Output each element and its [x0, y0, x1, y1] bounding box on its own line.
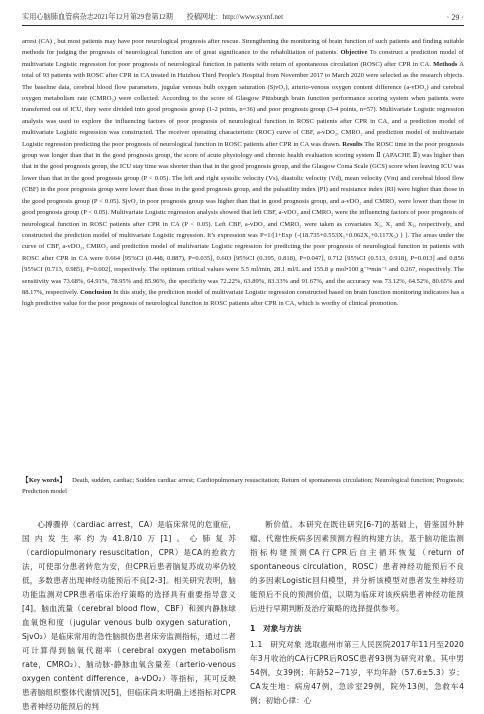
- keywords-text: Death, sudden, cardiac; Sudden cardiac arrest; Cardiopulmonary resuscitation; Return of spontaneous circulation; Neurological function; Prognosis; Prediction model: [22, 477, 465, 496]
- journal-header: [22, 12, 283, 22]
- intro-continuation: 断价值。本研究在既往研究[6-7]的基础上，借鉴国外肿瘤、代谢性疾病多因素预测方程的构建方法，基于脑功能监测指标构建预测CA行CPR后自主循环恢复（return of spontaneous circulation，ROSC）患者神经功能预后不良的多因素Logistic回归模型，并分析该模型对患者发生神经功能预后不良的预测价值，以期为临床对该疾病患者神经功能预后进行早期判断及治疗策略的选择提供参考。: [250, 520, 464, 613]
- conclusion-label: Conclusion: [80, 288, 112, 296]
- subsection-label: 1.1 研究对象: [250, 640, 302, 649]
- abstract-background: arrest (CA) , but most patients may have poor neurological prognosis after rescue. Strengthening the monitoring of brain function of such patients and finding suitable methods for judging the prognosis of neurological function are of great significance to the rehabilitation of patients.: [22, 38, 464, 57]
- journal-name: 实用心脑肺血管病杂志2021年12月第29卷第12期: [22, 13, 173, 21]
- section-title: 1 对象与方法: [250, 624, 302, 633]
- body-right-column: [250, 518, 464, 714]
- intro-paragraph: 心搏骤停（cardiac arrest，CA）是临床常见的危重症，国内发生率约为41.8/10万[1]。心肺复苏（cardiopulmonary resuscitation，CPR）是CA的抢救方法，可使部分患者转危为安，但CPR后患者脑复苏成功率仍较低，多数患者出现神经功能预后不良[2-3]。相关研究表明，脑功能监测对CPR患者临床治疗策略的选择具有重要指导意义[4]。脑血流量（cerebral blood flow，CBF）和颈内静脉球血氧饱和度（jugular venous bulb oxygen saturation，SjvO₂）是临床常用的急性脑损伤患者床旁监测指标，通过二者可计算得到脑氧代谢率（cerebral oxygen metabolism rate，CMRO₂）、脑动脉-静脉血氧含量差（arterio-venous oxygen content difference，a-vDO₂）等指标，其可反映患者脑组织整体代谢情况[5]，但临床尚未明确上述指标对CPR患者神经功能预后的判: [22, 520, 236, 711]
- running-header: [22, 10, 464, 24]
- body-left-column: [22, 518, 236, 714]
- body-columns: [22, 518, 464, 714]
- objective-label: Objective: [340, 49, 368, 57]
- journal-website: 投稿网址：http://www.syxnf.net: [186, 13, 284, 21]
- page-number: · 29 ·: [446, 12, 464, 22]
- keywords-label: 【Key words】: [22, 477, 67, 484]
- keywords: [22, 475, 464, 498]
- abstract-objective: To construct a prediction model of multivariate Logistic regression for poor prognosis of neurological function in patients with return of spontaneous circulation (ROSC) after CPR in CA.: [22, 49, 464, 68]
- subjects-text: 选取惠州市第三人民医院2017年11月至2020年3月收治的CA行CPR后ROSC患者93例为研究对象。其中男54例，女39例；年龄52~71岁，平均年龄（57.6±5.3）岁；CA发生地：病房47例，急诊室29例，院外13例，急救车4例；初始心律：心: [250, 640, 464, 705]
- results-label: Results: [342, 140, 363, 148]
- english-abstract: [22, 36, 464, 310]
- abstract-methods: A total of 93 patients with ROSC after CPR in CA treated in Huizhou Third People’s Hospital from November 2017 to March 2020 were selected as the research objects. The baseline data, cerebral blood flow parameters, jugular venous bulb oxygen saturation (SjvO₂), arterio-venous oxygen content difference (a-vDO₂) and cerebral oxygen metabolism rate (CMRO₂) were collected. According to the score of Glasgow Pittsburgh brain function performance scoring system when patients were transferred out of ICU, they were divided into good prognosis group (1-2 points, n=36) and poor prognosis group (3-4 points, n=57). Multivariate Logistic regression analysis was used to explore the influencing factors of poor prognosis of neurological function in ROSC patients after CPR in CA, and a prediction model of multivariate Logistic regression was constructed. The receiver operating characteristic (ROC) curve of CBF, a-vDO₂, CMRO₂ and prediction model of multivariate Logistic regression predicting the poor prognosis of neurological function in ROSC patients after CPR in CA was drawn.: [22, 60, 465, 148]
- header-rule: [22, 25, 464, 26]
- methods-label: Methods: [433, 60, 458, 68]
- abstract-conclusion: In this study, the prediction model of multivariate Logistic regression constructed based on brain function monitoring indicators has a high predictive value for the poor prognosis of neurological function in ROSC patients after CPR in CA, which is worthy of clinical promotion.: [22, 288, 464, 308]
- abstract-results: The ROSC time in the poor prognosis group was longer than that in the good prognosis group, the score of acute physiology and chronic health evaluation scoring system Ⅱ (APACHE Ⅱ) was higher than that in the good prognosis group, the ICU stay time was shorter than that in the good prognosis group, and the Glasgow Coma Scale (GCS) score when leaving ICU was lower than that in the good prognosis group (P < 0.05). The left and right systolic velocity (Vs), diastolic velocity (Vd), mean velocity (Vm) and cerebral blood flow (CBF) in the poor prognosis group were lower than those in the good prognosis group, and the pulsatility index (PI) and resistance index (RI) were higher than those in the good prognosis group (P < 0.05). SjvO₂ in poor prognosis group was higher than that in good prognosis group, and a-vDO₂ and CMRO₂ were lower than those in good prognosis group (P < 0.05). Multivariate Logistic regression analysis showed that left CBF, a-vDO₂ and CMRO₂ were the influencing factors of poor prognosis of neurological function in ROSC patients after CPR in CA (P < 0.05). Left CBF, a-vDO₂ and CMRO₂ were taken as covariates X₁, X₂ and X₃, respectively, and constructed the prediction model of multivariate Logistic regression. It’s expression was P=1/[1+Exp {-(18.735+0.553X₁+0.062X₂+0.117X₃) } ]. The areas under the curve of CBF, a-vDO₂, CMRO₂ and prediction model of multivariate Logistic regression for predicting the poor prognosis of neurological function in patients with ROSC after CPR in CA were 0.664 [95%CI (0.448, 0.887), P=0.035], 0.603 [95%CI (0.395, 0.818), P=0.047], 0.712 [95%CI (0.513, 0.918), P=0.013] and 0.856 [95%CI (0.713, 0.985), P=0.002], respectively. The optimum critical values were 5.5 ml/min, 28.1 ml/L and 155.8 μ mol•100 g⁻¹•min⁻¹ and 0.267, respectively. The sensitivity was 73.68%, 64.91%, 78.95% and 85.96%, the specificity was 72.22%, 63.89%, 83.33% and 91.67%, and the accuracy was 73.12%, 64.52%, 80.65% and 88.17%, respectively.: [22, 140, 464, 296]
